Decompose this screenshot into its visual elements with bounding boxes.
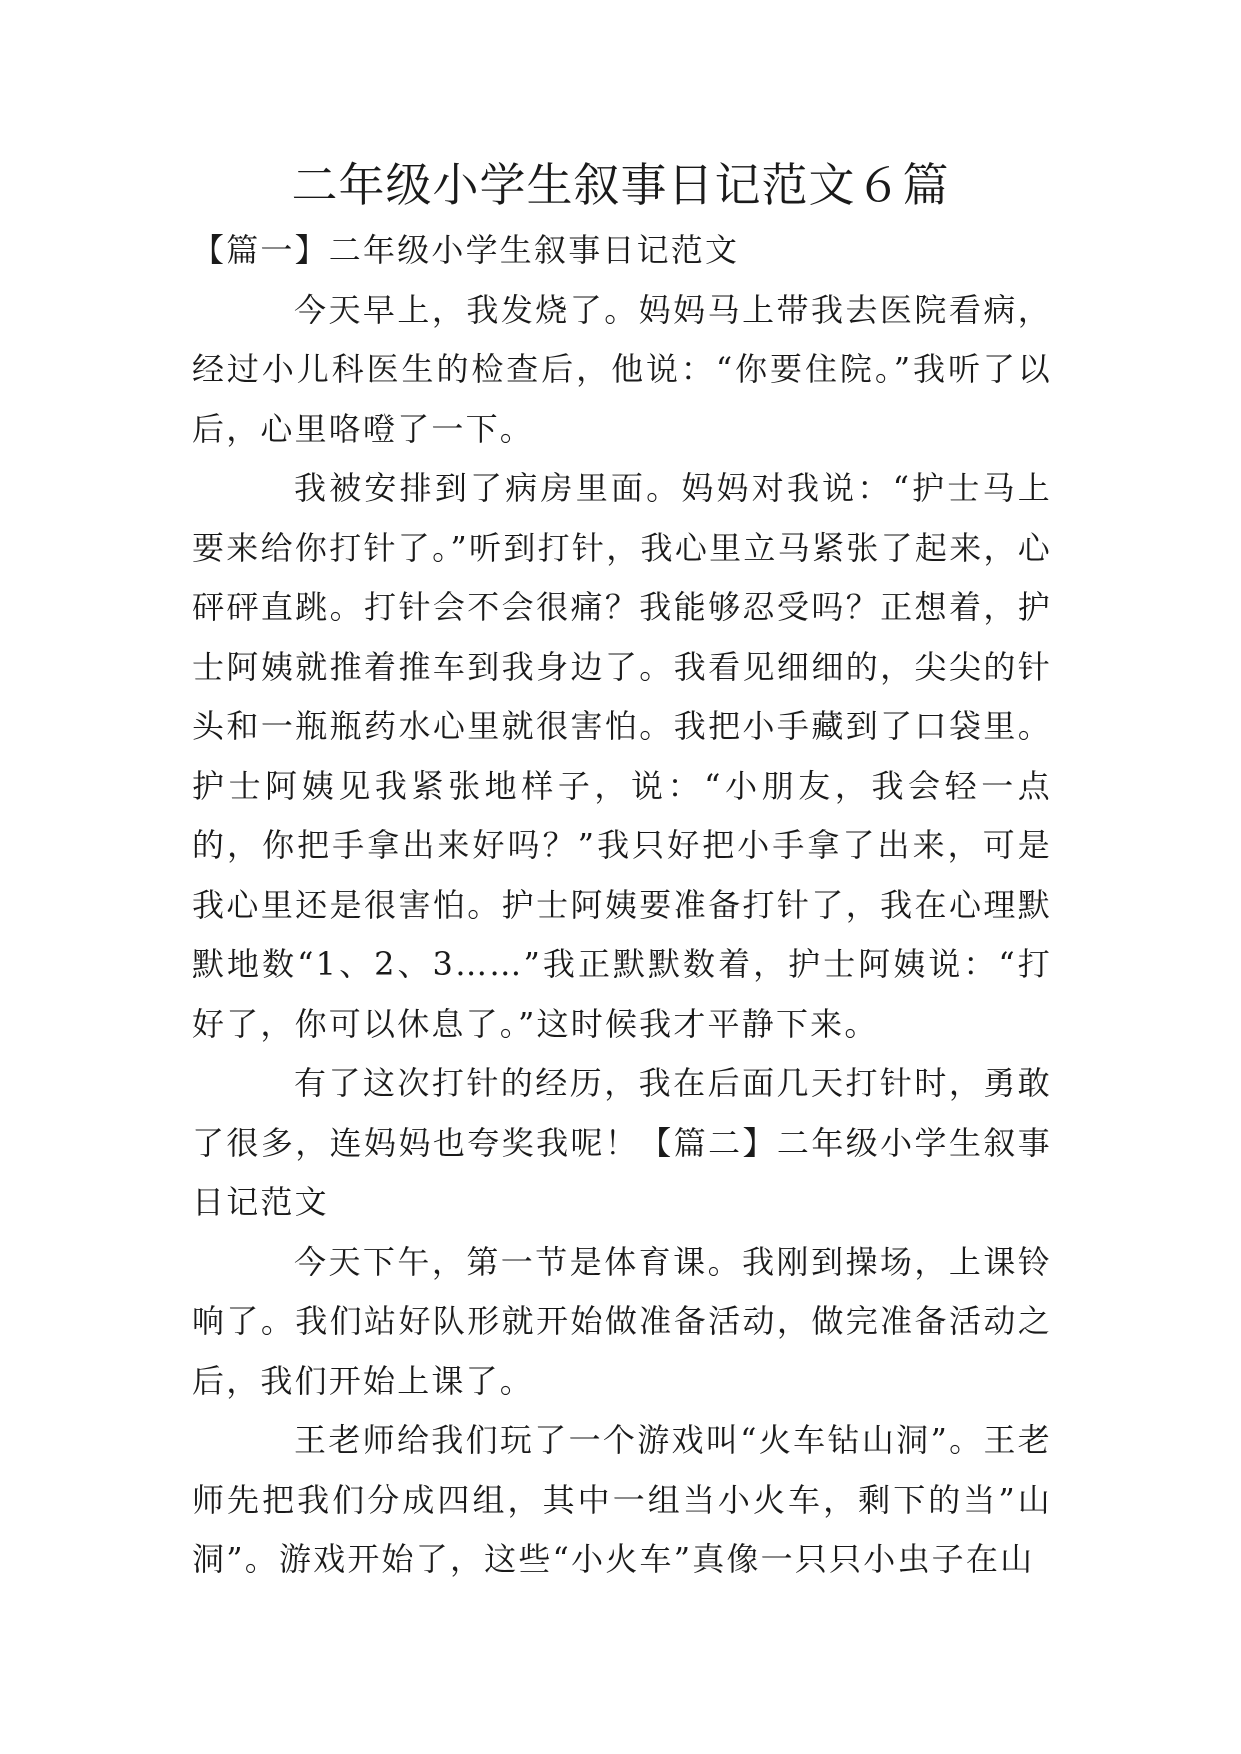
paragraph: 今天早上，我发烧了。妈妈马上带我去医院看病，经过小儿科医生的检查后，他说：“你要住院。”我听了以后，心里咯噔了一下。 — [192, 290, 1052, 448]
paragraph: 我被安排到了病房里面。妈妈对我说：“护士马上要来给你打针了。”听到打针，我心里立马紧张了起来，心砰砰直跳。打针会不会很痛？我能够忍受吗？正想着，护士阿姨就推着推车到我身边了。我看见细细的，尖尖的针头和一瓶瓶药水心里就很害怕。我把小手藏到了口袋里。护士阿姨见我紧张地样子，说：“小朋友，我会轻一点的，你把手拿出来好吗？”我只好把小手拿了出来，可是我心里还是很害怕。护士阿姨要准备打针了，我在心理默默地数“1、2、3……”我正默默数着，护士阿姨说：“打好了，你可以休息了。”这时候我才平静下来。 — [192, 469, 1052, 1043]
paragraph: 王老师给我们玩了一个游戏叫“火车钻山洞”。王老师先把我们分成四组，其中一组当小火车，剩下的当”山洞”。游戏开始了，这些“小火车”真像一只只小虫子在山 — [192, 1421, 1052, 1578]
document-title: 二年级小学生叙事日记范文６篇 — [291, 158, 950, 212]
paragraph: 有了这次打针的经历，我在后面几天打针时，勇敢了很多，连妈妈也夸奖我呢！【篇二】二年级小学生叙事日记范文 — [192, 1064, 1052, 1221]
section-heading: 【篇一】二年级小学生叙事日记范文 — [192, 231, 740, 269]
paragraph: 今天下午，第一节是体育课。我刚到操场，上课铃响了。我们站好队形就开始做准备活动，做完准备活动之后，我们开始上课了。 — [192, 1242, 1052, 1400]
document-body — [192, 221, 1052, 1590]
